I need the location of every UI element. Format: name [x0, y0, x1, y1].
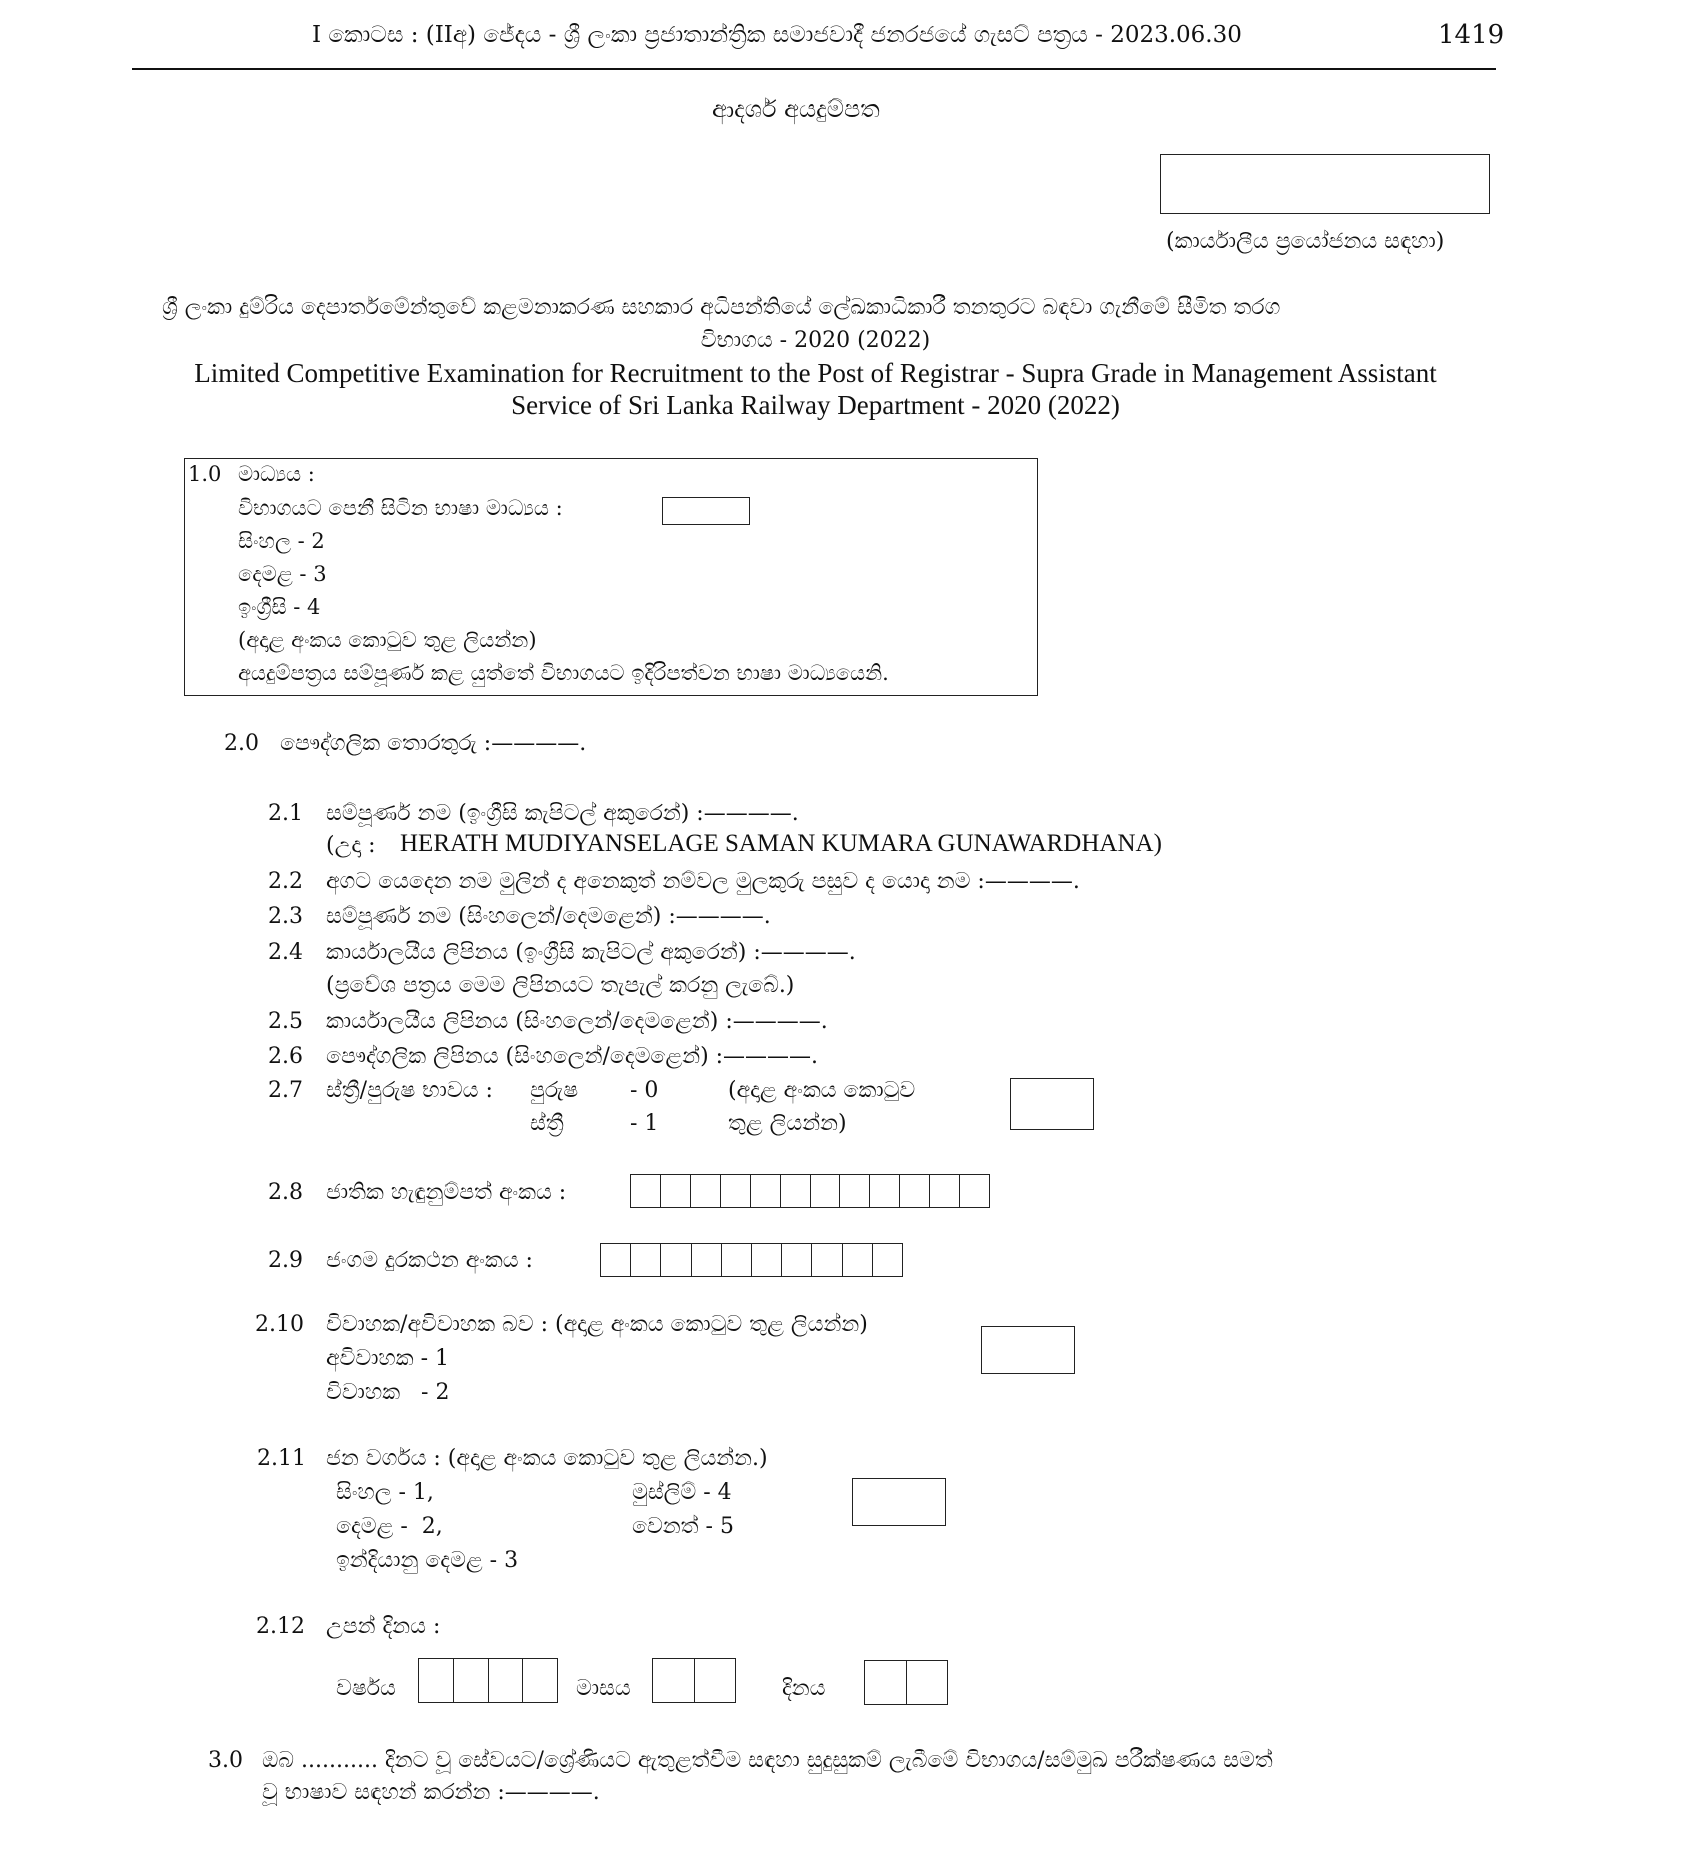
item-2-7-option-female: ස්ත්‍රී	[530, 1111, 564, 1136]
item-2-12-label: උපන් දිනය :	[326, 1614, 441, 1639]
section-3-line2: වූ භාෂාව සඳහන් කරන්න :————.	[262, 1780, 600, 1805]
item-2-7-value-female: - 1	[630, 1111, 659, 1136]
item-2-4-text: කාර්යාලයීය ලිපිනය (ඉංග්‍රීසි කැපිටල් අකුරෙන්) :————.	[326, 940, 856, 965]
item-2-2-number: 2.2	[268, 869, 303, 894]
medium-option-english: ඉංග්‍රීසි - 4	[238, 595, 321, 619]
mobile-number-cells[interactable]	[600, 1243, 903, 1277]
dob-day-cells[interactable]	[864, 1660, 948, 1705]
item-2-3-text: සම්පූර්ණ නම (සිංහලෙන්/දෙමළෙන්) :————.	[326, 904, 771, 929]
ethnicity-entry-box[interactable]	[852, 1478, 946, 1526]
exam-title-english-line1: Limited Competitive Examination for Recruitment to the Post of Registrar - Supra Grade in Management Assistant	[194, 358, 1437, 388]
exam-title-sinhala-line2: විභාගය - 2020 (2022)	[700, 328, 931, 353]
item-2-7-instruction-2: තුළ ලියන්න)	[728, 1111, 847, 1136]
medium-option-tamil: දෙමළ - 3	[238, 562, 327, 586]
dob-month-label: මාසය	[576, 1676, 631, 1701]
dob-year-cells[interactable]	[418, 1658, 558, 1703]
personal-number: 2.0	[224, 731, 259, 756]
item-2-6-number: 2.6	[268, 1044, 303, 1069]
dob-day-label: දිනය	[782, 1676, 826, 1701]
item-2-10-number: 2.10	[255, 1312, 304, 1337]
item-2-7-instruction-1: (අදාළ අංකය කොටුව	[728, 1078, 916, 1103]
ethnicity-option-muslim: මුස්ලිම් - 4	[632, 1480, 732, 1505]
gender-entry-box[interactable]	[1010, 1078, 1094, 1130]
section-3-number: 3.0	[208, 1748, 243, 1773]
item-2-7-label: ස්ත්‍රී/පුරුෂ භාවය :	[326, 1078, 493, 1103]
header-rule	[132, 68, 1496, 70]
page-number: 1419	[1438, 20, 1505, 50]
marital-status-entry-box[interactable]	[981, 1326, 1075, 1374]
item-2-10-option-married: විවාහක - 2	[326, 1380, 450, 1405]
medium-number: 1.0	[188, 462, 222, 486]
item-2-9-number: 2.9	[268, 1248, 303, 1273]
item-2-12-number: 2.12	[256, 1614, 305, 1639]
ethnicity-option-other: වෙනත් - 5	[632, 1514, 734, 1539]
ethnicity-option-tamil: දෙමළ - 2,	[336, 1514, 443, 1539]
form-title: ආදර්ශ අයදුම්පත	[712, 95, 880, 123]
medium-heading: මාධ්‍යය :	[238, 462, 315, 486]
item-2-1-example-name: HERATH MUDIYANSELAGE SAMAN KUMARA GUNAWARDHANA)	[400, 830, 1162, 857]
item-2-10-label: විවාහක/අවිවාහක බව : (අදාළ අංකය කොටුව තුළ ලියන්න)	[326, 1312, 868, 1337]
personal-heading: පෞද්ගලික තොරතුරු :————.	[280, 731, 587, 756]
item-2-1-example-prefix: (උදා :	[326, 833, 376, 858]
office-use-box[interactable]	[1160, 154, 1490, 214]
ethnicity-option-sinhala: සිංහල - 1,	[336, 1480, 434, 1505]
medium-note: අයදුම්පත්‍රය සම්පූර්ණ කළ යුත්තේ විභාගයට ඉදිරිපත්වන භාෂා මාධ්‍යයෙනි.	[238, 661, 889, 685]
medium-option-sinhala: සිංහල - 2	[238, 529, 325, 553]
item-2-6-text: පෞද්ගලික ලිපිනය (සිංහලෙන්/දෙමළෙන්) :————.	[326, 1044, 819, 1069]
item-2-4-note: (ප්‍රවේශ පත්‍රය මෙම ලිපිනයට තැපැල් කරනු ලැබේ.)	[326, 973, 795, 998]
item-2-3-number: 2.3	[268, 904, 303, 929]
section-3-line1: ඔබ ........... දිනට වූ සේවයට/ශ්‍රේණියට ඇතුළත්වීම සඳහා සුදුසුකම් ලැබීමේ විභාගය/සම්මුඛ පරීක්ෂණය සමත්	[262, 1748, 1273, 1773]
item-2-8-label: ජාතික හැඳුනුම්පත් අංකය :	[326, 1180, 567, 1205]
item-2-8-number: 2.8	[268, 1180, 303, 1205]
item-2-7-number: 2.7	[268, 1078, 303, 1103]
item-2-10-option-unmarried: අවිවාහක - 1	[326, 1346, 450, 1371]
item-2-2-text: අගට යෙදෙන නම මුලින් ද අනෙකුත් නම්වල මුලකුරු පසුව ද යොදා නම :————.	[326, 869, 1080, 894]
dob-year-label: වර්ෂය	[336, 1676, 396, 1701]
item-2-5-number: 2.5	[268, 1009, 303, 1034]
item-2-11-number: 2.11	[257, 1446, 306, 1471]
nic-number-cells[interactable]	[630, 1174, 990, 1208]
dob-month-cells[interactable]	[652, 1658, 736, 1703]
item-2-5-text: කාර්යාලයීය ලිපිනය (සිංහලෙන්/දෙමළෙන්) :————.	[326, 1009, 828, 1034]
item-2-11-label: ජන වර්ගය : (අදාළ අංකය කොටුව තුළ ලියන්න.)	[326, 1446, 768, 1471]
item-2-1-text: සම්පූර්ණ නම (ඉංග්‍රීසි කැපිටල් අකුරෙන්) :————.	[326, 801, 799, 826]
running-header-title: I කොටස : (IIඅ) ජේදය - ශ්‍රී ලංකා ප්‍රජාතාන්ත්‍රික සමාජවාදී ජනරජයේ ගැසට් පත්‍රය - 2023.06.30	[312, 22, 1242, 48]
item-2-4-number: 2.4	[268, 940, 303, 965]
item-2-9-label: ජංගම දුරකථන අංකය :	[326, 1248, 533, 1273]
exam-title-sinhala-line1: ශ්‍රී ලංකා දුම්රිය දෙපාර්තමේන්තුවේ කළමනාකරණ සහකාර අධිපන්තියේ ලේඛකාධිකාරී තනතුරට බඳවා ගැනීමේ සීමිත තරග	[162, 295, 1281, 320]
item-2-7-value-male: - 0	[630, 1078, 659, 1103]
office-use-label: (කාර්යාලීය ප්‍රයෝජනය සඳහා)	[1166, 229, 1445, 254]
medium-instruction: (අදාළ අංකය කොටුව තුළ ලියන්න)	[238, 628, 537, 652]
exam-title-english-line2: Service of Sri Lanka Railway Department - 2020 (2022)	[511, 390, 1120, 420]
item-2-7-option-male: පුරුෂ	[530, 1078, 579, 1103]
medium-entry-box[interactable]	[662, 497, 750, 525]
item-2-1-number: 2.1	[268, 801, 303, 826]
ethnicity-option-indian-tamil: ඉන්දියානු දෙමළ - 3	[336, 1548, 519, 1573]
medium-prompt: විභාගයට පෙනී සිටින භාෂා මාධ්‍යය :	[238, 496, 563, 520]
